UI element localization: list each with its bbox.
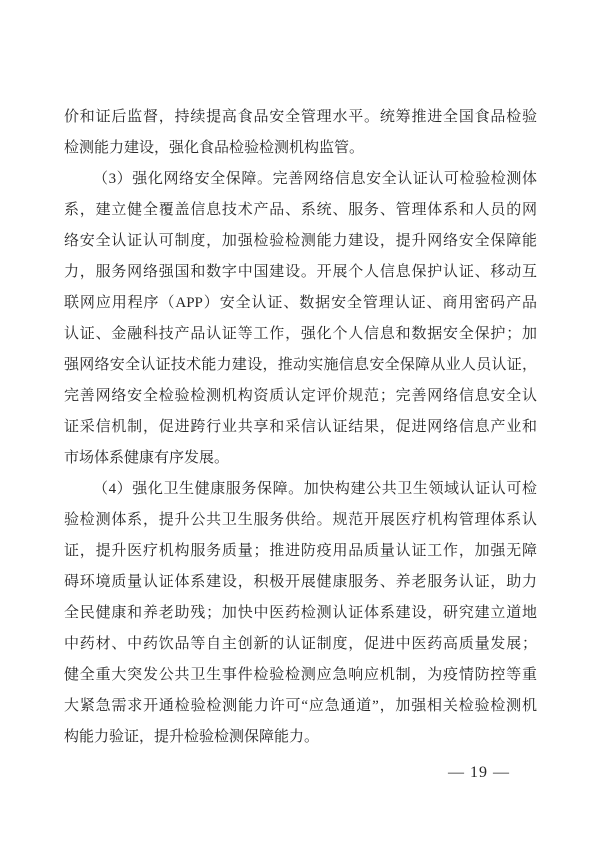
- text-line: （3）强化网络安全保障。完善网络信息安全认证认可检验检测体: [93, 171, 537, 187]
- text-line: （4）强化卫生健康服务保障。加快构建公共卫生领域认证认可检: [93, 481, 537, 497]
- text-line: 强网络安全认证技术能力建设，推动实施信息安全保障从业人员认证，: [64, 357, 537, 373]
- text-line: 络安全认证认可制度，加强检验检测能力建设，提升网络安全保障能: [64, 233, 537, 249]
- text-line: 碍环境质量认证体系建设，积极开展健康服务、养老服务认证，助力: [64, 574, 537, 590]
- text-line: 价和证后监督，持续提高食品安全管理水平。统筹推进全国食品检验: [64, 109, 537, 125]
- text-line: 完善网络安全检验检测机构资质认定评价规范；完善网络信息安全认: [64, 388, 537, 404]
- paragraph-item-3: [64, 164, 537, 474]
- paragraph-item-4: [64, 474, 537, 753]
- text-line: 检测能力建设，强化食品检验检测机构监管。: [64, 140, 365, 156]
- document-body: [64, 102, 537, 753]
- text-line: 中药材、中药饮品等自主创新的认证制度，促进中医药高质量发展；: [64, 636, 537, 652]
- text-line: 健全重大突发公共卫生事件检验检测应急响应机制，为疫情防控等重: [64, 667, 537, 683]
- text-line: 证，提升医疗机构服务质量；推进防疫用品质量认证工作，加强无障: [64, 543, 537, 559]
- text-line: 力，服务网络强国和数字中国建设。开展个人信息保护认证、移动互: [64, 264, 537, 280]
- page-number: — 19 —: [448, 764, 510, 781]
- paragraph-continuation: [64, 102, 537, 164]
- text-line: 验检测体系，提升公共卫生服务供给。规范开展医疗机构管理体系认: [64, 512, 537, 528]
- text-line: 市场体系健康有序发展。: [64, 450, 230, 466]
- text-line: 证采信机制，促进跨行业共享和采信认证结果，促进网络信息产业和: [64, 419, 537, 435]
- text-line: 全民健康和养老助残；加快中医药检测认证体系建设，研究建立道地: [64, 605, 537, 621]
- text-line: 认证、金融科技产品认证等工作，强化个人信息和数据安全保护；加: [64, 326, 537, 342]
- text-line: 大紧急需求开通检验检测能力许可“应急通道”，加强相关检验检测机: [64, 698, 537, 714]
- text-line: 构能力验证，提升检验检测保障能力。: [64, 729, 320, 745]
- text-line: 系，建立健全覆盖信息技术产品、系统、服务、管理体系和人员的网: [64, 202, 537, 218]
- text-line: 联网应用程序（APP）安全认证、数据安全管理认证、商用密码产品: [64, 295, 537, 311]
